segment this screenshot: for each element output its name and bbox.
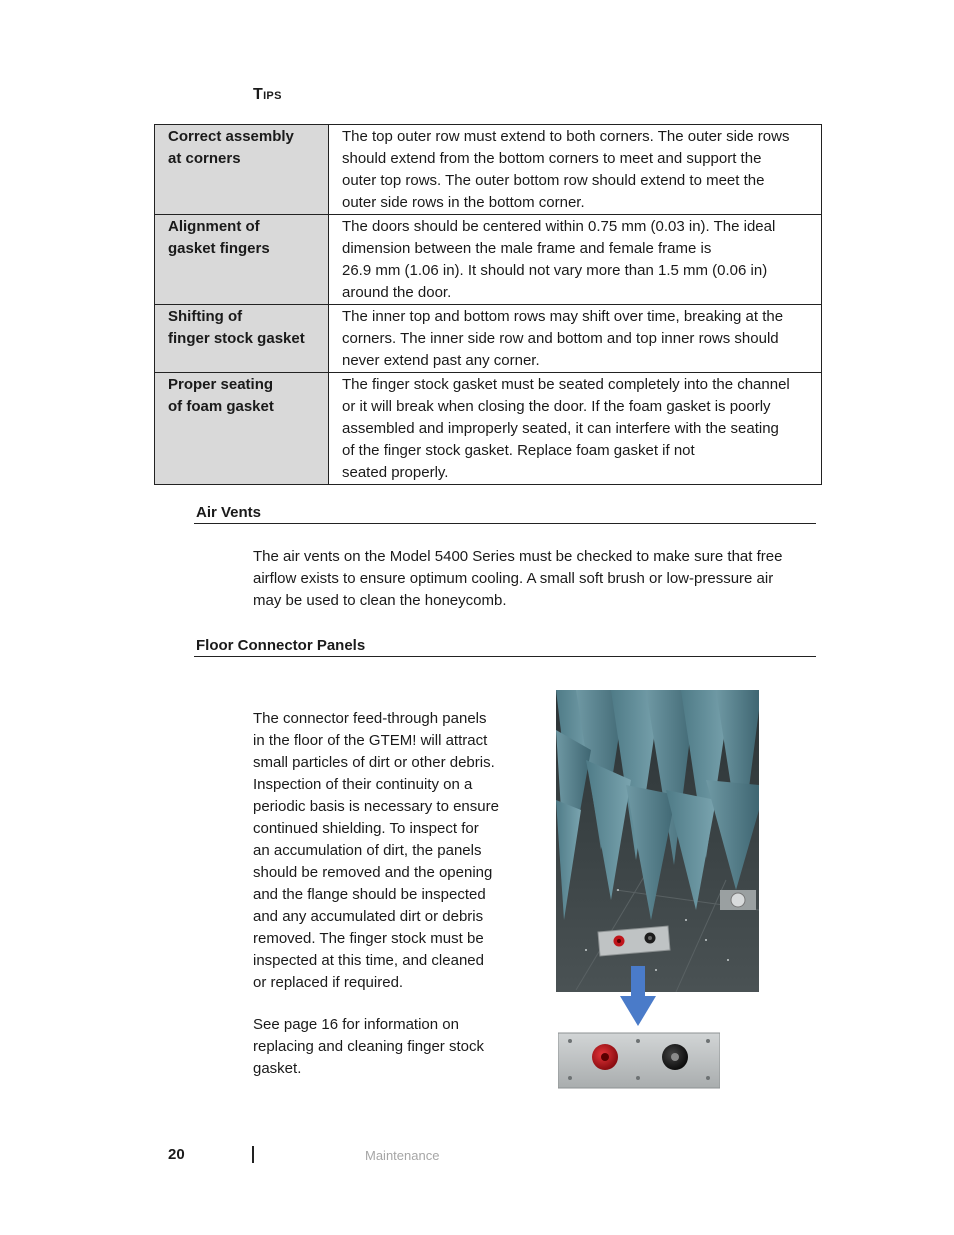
chamber-floor-photo xyxy=(556,690,759,992)
footer-divider xyxy=(252,1146,254,1163)
tip-description: The finger stock gasket must be seated completely into the channel or it will break when closing the door. If the foam gasket is poorly assembled and improperly seated, it can interfere with the seating of the finger stock gasket. Replace foam gasket if not seated properly. xyxy=(329,373,822,485)
floor-panels-heading: Floor Connector Panels xyxy=(194,637,816,657)
tip-description: The inner top and bottom rows may shift over time, breaking at the corners. The inner side row and bottom and top inner rows should never extend past any corner. xyxy=(329,305,822,373)
page-number: 20 xyxy=(168,1146,185,1163)
table-row xyxy=(155,305,822,373)
air-vents-heading: Air Vents xyxy=(194,504,816,524)
tip-description: The doors should be centered within 0.75 mm (0.03 in). The ideal dimension between the male frame and female frame is 26.9 mm (1.06 in). It should not vary more than 1.5 mm (0.06 in) around the door. xyxy=(329,215,822,305)
table-row xyxy=(155,125,822,215)
table-row xyxy=(155,373,822,485)
floor-panels-paragraph: The connector feed-through panels in the floor of the GTEM! will attract small particles of dirt or other debris. Inspection of their continuity on a periodic basis is necessary to ensure continued shielding. To inspect for an accumulation of dirt, the panels should be removed and the opening and the flange should be inspected and any accumulated dirt or debris removed. The finger stock must be inspected at this time, and cleaned or replaced if required. xyxy=(253,710,499,991)
tip-label: Shifting of finger stock gasket xyxy=(155,305,329,373)
tip-label: Alignment of gasket fingers xyxy=(155,215,329,305)
tips-table xyxy=(154,124,822,485)
table-row xyxy=(155,215,822,305)
air-vents-paragraph: The air vents on the Model 5400 Series must be checked to make sure that free airflow exists to ensure optimum cooling. A small soft brush or low-pressure air may be used to clean the honeycomb. xyxy=(253,548,783,609)
tip-label: Proper seating of foam gasket xyxy=(155,373,329,485)
tips-heading: Tips xyxy=(253,86,282,103)
arrow-down-icon xyxy=(620,966,656,1026)
footer-section: Maintenance xyxy=(365,1148,440,1163)
see-page-paragraph: See page 16 for information on replacing and cleaning finger stock gasket. xyxy=(253,1016,484,1077)
tip-description: The top outer row must extend to both corners. The outer side rows should extend from the bottom corners to meet and support the outer top rows. The outer bottom row should extend to meet the outer side rows in the bottom corner. xyxy=(329,125,822,215)
tip-label: Correct assembly at corners xyxy=(155,125,329,215)
connector-panel-closeup xyxy=(558,1032,720,1090)
